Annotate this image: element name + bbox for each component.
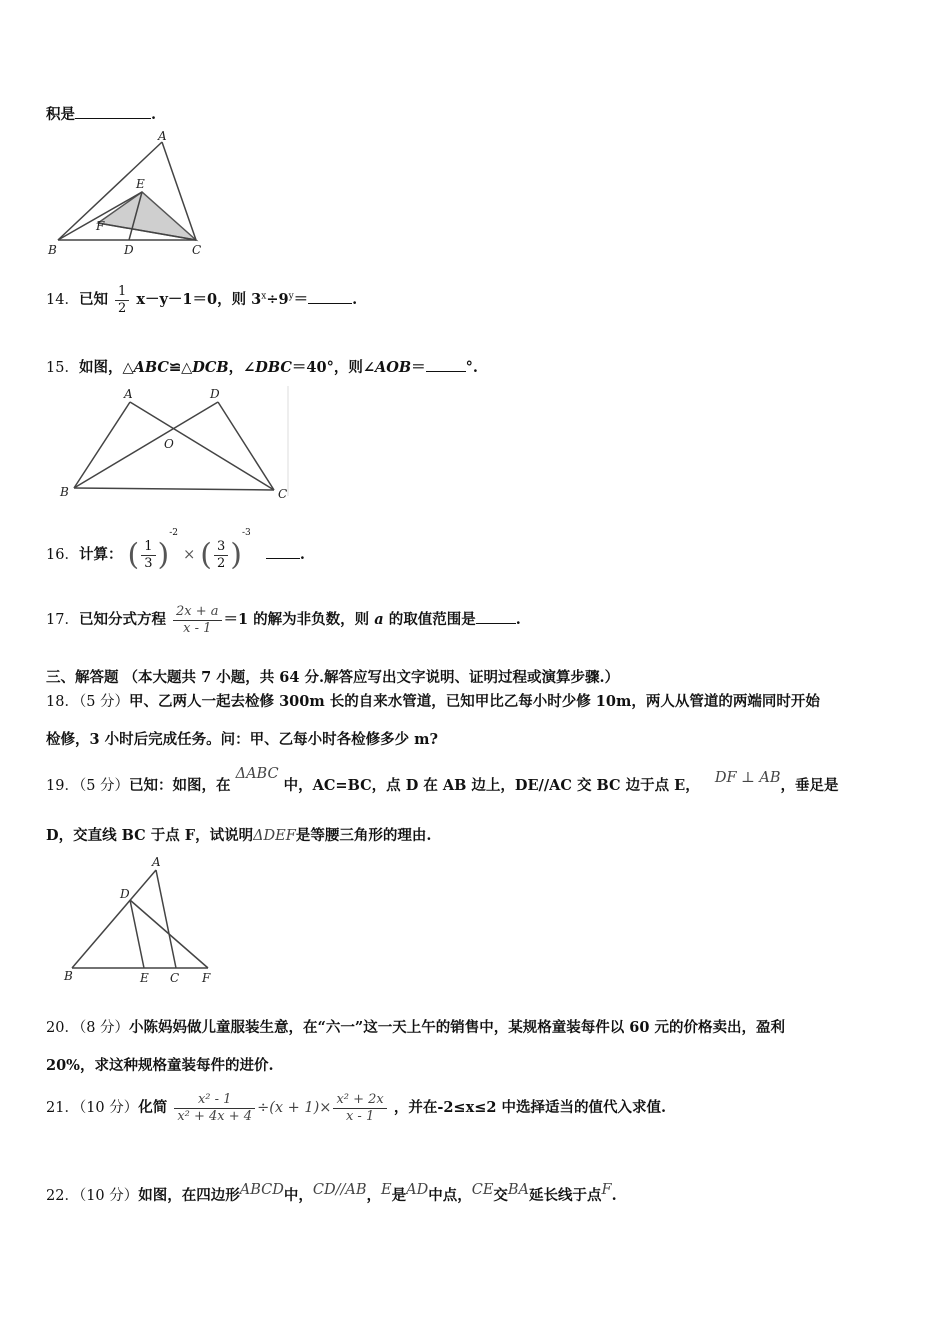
figure-15-crossed-triangles (56, 386, 292, 504)
q18-text: 甲、乙两人一起去检修 300m 长的自来水管道，已知甲比乙每小时少修 10m，两人从管道的两端同时开始 (129, 693, 820, 710)
question-18-line2: 检修，3 小时后完成任务。问：甲、乙每小时各检修多少 m? (46, 731, 439, 748)
frac-num: 3 (214, 539, 228, 556)
question-22 (46, 1184, 617, 1205)
math-cd-ab: CD//AB (312, 1182, 367, 1198)
q14-end: . (352, 291, 358, 309)
math-ba: BA (507, 1182, 530, 1198)
question-17 (46, 604, 521, 636)
q22-t1: 中， (283, 1187, 313, 1204)
frac-den: x² + 4x + 4 (177, 1108, 253, 1124)
math-abc: ΔABC (235, 766, 279, 782)
q15-ang: ，∠ (228, 359, 256, 376)
fraction-2 (333, 1092, 386, 1124)
question-20-line1 (46, 1016, 785, 1037)
frac-num: 2x + a (173, 604, 222, 621)
fraction-1 (174, 1092, 255, 1124)
label-o: O (164, 437, 174, 451)
q20-text: 小陈妈妈做儿童服装生意，在“六一”这一天上午的销售中，某规格童装每件以 60 元的价格卖出，盈利 (129, 1019, 785, 1036)
question-19-line1 (46, 766, 839, 795)
question-16 (46, 528, 305, 573)
q21-number: 21． (46, 1100, 79, 1117)
q22-number: 22． (46, 1188, 79, 1204)
q16-number: 16． (46, 547, 79, 563)
q21-pre: 化简 (138, 1099, 168, 1117)
figure-19-triangle (60, 856, 220, 988)
q17-post2: 的取值范围是 (388, 611, 476, 629)
frac-num: x² + 2x (333, 1092, 386, 1109)
q17-pre: 已知分式方程 (78, 611, 166, 629)
times-sign: × (183, 547, 196, 563)
q22-pre: 如图，在四边形 (138, 1187, 240, 1204)
answer-blank (75, 118, 151, 119)
q14-div: ÷9 (266, 291, 289, 309)
q17-post: ＝1 的解为非负数，则 (223, 611, 370, 629)
q15-abc: ABC (133, 359, 169, 376)
label-f: F (96, 219, 105, 233)
q21-score: （10 分） (78, 1100, 139, 1117)
q19-end: ，垂足是 (780, 777, 839, 794)
question-19-line2 (46, 824, 431, 845)
q20-number: 20． (46, 1020, 79, 1036)
sup-y: y (288, 291, 294, 302)
math-df-perp-ab: DF ⊥ AB (714, 770, 781, 786)
frac-den: 3 (144, 555, 153, 571)
q19-pre: 已知：如图，在 (129, 777, 231, 794)
question-21 (46, 1092, 666, 1124)
label-e: E (136, 177, 145, 191)
sup-x: x (261, 291, 267, 302)
q17-end: . (515, 611, 521, 629)
question-15 (46, 356, 478, 377)
q18-score: （5 分） (78, 694, 130, 710)
label-e: E (140, 971, 149, 985)
paren-close: ) (230, 537, 243, 573)
question-18-line1 (46, 690, 820, 711)
q17-a: a (374, 611, 384, 629)
answer-blank (476, 623, 516, 624)
q18-number: 18． (46, 694, 79, 710)
frac-den: x - 1 (345, 1108, 375, 1124)
exp-1: -2 (169, 528, 179, 538)
answer-blank (308, 303, 352, 304)
q21-mid: ÷(x + 1)× (257, 1100, 332, 1117)
q19-mid: 中，AC=BC，点 D 在 AB 边上，DE//AC 交 BC 边于点 E， (283, 777, 700, 794)
q16-end: . (299, 546, 305, 563)
q15-eq: ＝ (411, 359, 426, 376)
q15-aob: AOB (375, 359, 412, 376)
q19-score: （5 分） (78, 778, 130, 794)
label-b: B (64, 969, 73, 983)
q22-t2: ， (366, 1187, 382, 1204)
q21-post: ，并在-2≤x≤2 中选择适当的值代入求值. (393, 1099, 667, 1117)
q22-t3: 是 (391, 1187, 407, 1204)
paren-open: ( (200, 537, 213, 573)
q14-eq: ＝ (293, 291, 309, 309)
q15-dcb: DCB (192, 359, 229, 376)
math-e: E (381, 1182, 392, 1198)
q15-end: °. (465, 359, 478, 376)
label-b: B (60, 485, 69, 499)
label-b: B (48, 243, 57, 257)
exp-2: -3 (242, 528, 251, 538)
q22-end: . (611, 1187, 617, 1204)
q22-score: （10 分） (78, 1188, 139, 1204)
frac-num: 1 (115, 284, 129, 301)
label-a: A (158, 130, 167, 143)
label-f: F (202, 971, 211, 985)
q22-t5: 交 (493, 1187, 508, 1204)
frac-num: x² - 1 (174, 1092, 255, 1109)
figure-13-triangle (44, 130, 214, 260)
q15-number: 15． (46, 360, 79, 376)
math-ad: AD (406, 1182, 429, 1198)
fraction-equation (173, 604, 222, 636)
math-ce: CE (471, 1182, 494, 1198)
math-abcd: ABCD (239, 1182, 284, 1198)
label-c: C (192, 243, 202, 257)
math-def: ΔDEF (253, 828, 296, 844)
label-d: D (210, 387, 220, 401)
q17-number: 17． (46, 612, 79, 629)
section-heading: 三、解答题 （本大题共 7 小题，共 64 分.解答应写出文字说明、证明过程或演算步骤.） (46, 669, 620, 686)
paren-close: ) (157, 537, 170, 573)
label-a: A (124, 387, 133, 401)
q22-t4: 中点， (428, 1187, 472, 1204)
label-c: C (170, 971, 180, 985)
label-d: D (120, 887, 130, 901)
q19-line2a: D，交直线 BC 于点 F，试说明 (46, 827, 254, 844)
question-14 (46, 284, 357, 316)
q22-t6: 延长线于点 (529, 1187, 602, 1204)
q19-line2b: 是等腰三角形的理由. (295, 827, 432, 844)
q15-cong: ≌△ (168, 359, 193, 376)
q15-text: 如图，△ (78, 359, 134, 376)
q13-tail (46, 103, 156, 124)
q13-end: . (151, 106, 157, 123)
answer-blank (266, 558, 300, 559)
paren-open: ( (127, 537, 140, 573)
math-f: F (601, 1182, 612, 1198)
fraction-half (115, 284, 129, 316)
q15-val: ＝40°，则∠ (291, 359, 375, 376)
q14-pre: 已知 (78, 291, 108, 309)
q14-mid: x－y－1＝0，则 3 (136, 291, 262, 309)
answer-blank (426, 371, 466, 372)
frac-den: 2 (217, 555, 226, 571)
label-d: D (124, 243, 134, 257)
frac-den: 2 (118, 300, 127, 316)
label-a: A (152, 856, 161, 869)
label-c: C (278, 487, 288, 501)
fraction-3-2 (214, 539, 228, 571)
q19-number: 19． (46, 778, 79, 794)
frac-num: 1 (141, 539, 155, 556)
question-20-line2: 20%，求这种规格童装每件的进价. (46, 1057, 274, 1074)
frac-den: x - 1 (183, 620, 212, 636)
q20-score: （8 分） (78, 1020, 130, 1036)
fraction-1-3 (141, 539, 155, 571)
q16-text: 计算： (78, 546, 123, 563)
q15-dbc: DBC (255, 359, 292, 376)
q14-number: 14． (46, 292, 79, 309)
q13-text: 积是 (46, 106, 75, 123)
